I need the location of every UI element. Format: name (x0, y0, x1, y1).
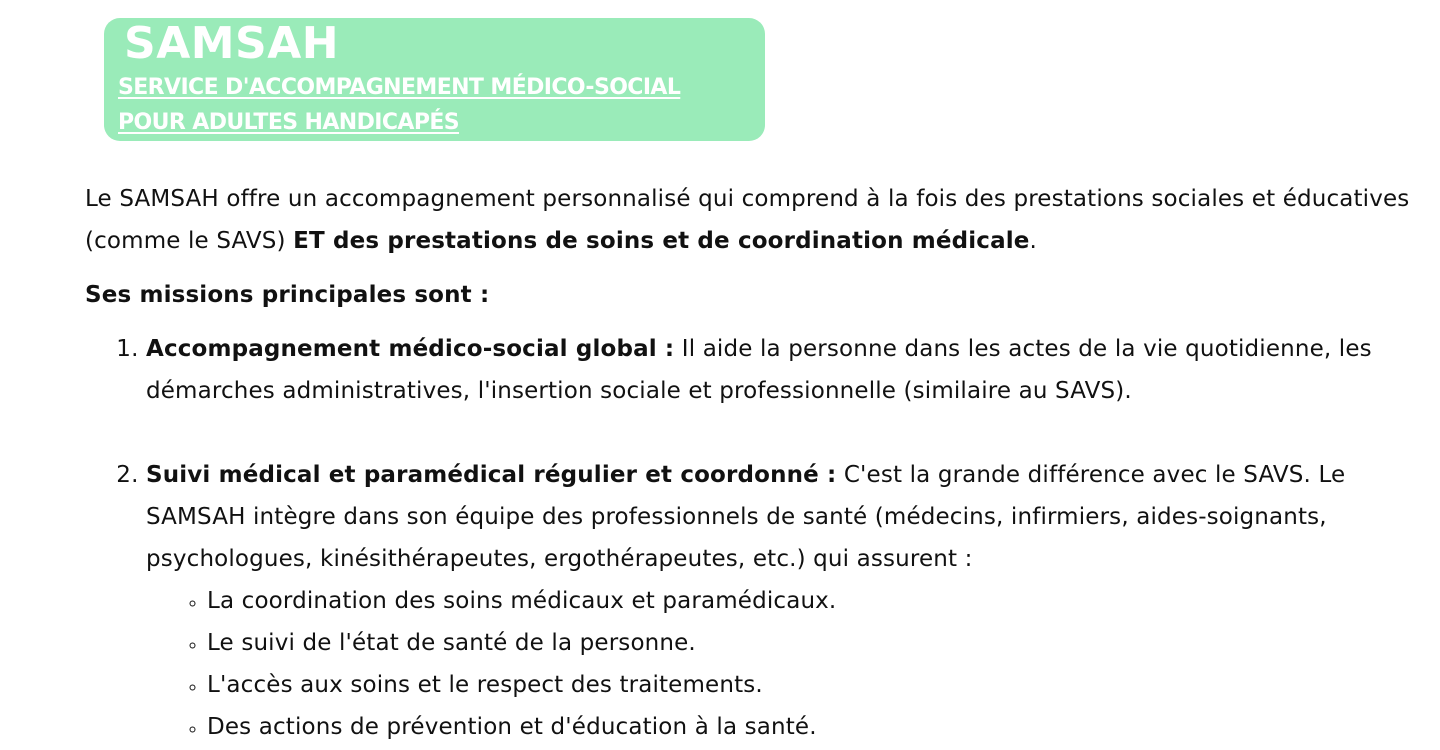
mission-item-1 (146, 328, 1415, 412)
intro-bold-text: ET des prestations de soins et de coordination médicale (293, 228, 1030, 254)
sublist-item: ◦ Le suivi de l'état de santé de la personne. (207, 622, 1415, 664)
document-body (85, 178, 1415, 748)
sublist-item: ◦ L'accès aux soins et le respect des traitements. (207, 664, 1415, 706)
intro-text: Le SAMSAH offre un accompagnement personnalisé qui comprend à la fois des prestations sociales et éducatives (comme le SAVS) (85, 186, 1410, 254)
sublist-item: ◦ Des actions de prévention et d'éducation à la santé. (207, 706, 1415, 748)
banner-subtitle (118, 70, 680, 140)
mission-2-sublist (146, 580, 1415, 748)
sublist-item: ◦ La coordination des soins médicaux et paramédicaux. (207, 580, 1415, 622)
mission-1-title: Accompagnement médico-social global : (146, 336, 675, 362)
mission-item-2 (146, 454, 1415, 748)
mission-1-text: Il aide la personne dans les actes de la vie quotidienne, les démarches administratives, l'insertion sociale et professionnelle (similaire au SAVS). (146, 336, 1372, 404)
mission-2-title: Suivi médical et paramédical régulier et coordonné : (146, 462, 837, 488)
missions-list (85, 328, 1415, 748)
intro-period: . (1029, 228, 1037, 254)
title-banner (104, 18, 765, 141)
banner-title: SAMSAH (124, 18, 340, 69)
intro-paragraph (85, 178, 1415, 262)
missions-heading: Ses missions principales sont : (85, 282, 490, 308)
banner-subtitle-line-2: POUR ADULTES HANDICAPÉS (118, 110, 460, 135)
banner-subtitle-line-1: SERVICE D'ACCOMPAGNEMENT MÉDICO-SOCIAL (118, 75, 681, 100)
mission-2-text: C'est la grande différence avec le SAVS. Le SAMSAH intègre dans son équipe des professionnels de santé (médecins, infirmiers, aides-soignants, psychologues, kinésithérapeutes, ergothérapeutes, etc.) qui assurent : (146, 462, 1346, 572)
